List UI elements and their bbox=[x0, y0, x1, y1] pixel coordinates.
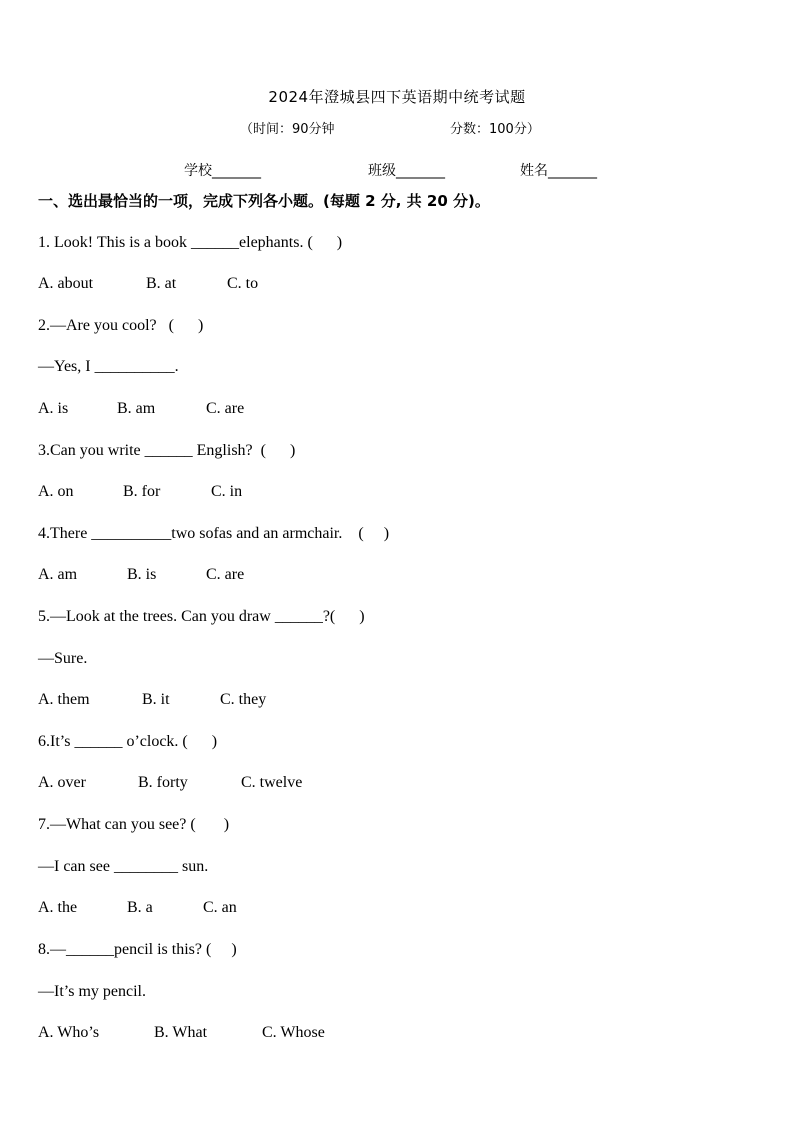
total-score: 分数：100分） bbox=[450, 122, 540, 137]
question-7-answer-line: —I can see ________ sun. bbox=[38, 858, 209, 875]
time-limit: （时间：90分钟 bbox=[240, 122, 335, 137]
school-field: 学校_______ bbox=[184, 163, 261, 179]
question-6-stem: 6.It’s ______ o’clock. ( ) bbox=[38, 733, 218, 750]
question-7-option-c: C. an bbox=[203, 899, 237, 916]
question-4-stem: 4.There __________two sofas and an armchair. ( ) bbox=[38, 525, 390, 542]
question-2-option-c: C. are bbox=[206, 400, 245, 417]
question-1-option-a: A. about bbox=[38, 275, 94, 292]
question-7-option-b: B. a bbox=[127, 899, 153, 916]
question-4-option-a: A. am bbox=[38, 566, 78, 583]
question-2-answer-line: —Yes, I __________. bbox=[38, 358, 179, 375]
question-5-option-c: C. they bbox=[220, 691, 267, 708]
question-8-option-a: A. Who’s bbox=[38, 1024, 100, 1041]
question-2-option-b: B. am bbox=[117, 400, 156, 417]
question-6-option-a: A. over bbox=[38, 774, 86, 791]
section-heading: 一、选出最恰当的一项，完成下列各小题。(每题 2 分, 共 20 分)。 bbox=[38, 192, 490, 210]
question-1-stem: 1. Look! This is a book ______elephants. ( ) bbox=[38, 234, 343, 251]
question-7-option-a: A. the bbox=[38, 899, 78, 916]
question-8-option-b: B. What bbox=[154, 1024, 208, 1041]
question-3-option-b: B. for bbox=[123, 483, 161, 500]
class-field: 班级_______ bbox=[368, 163, 445, 179]
question-2-option-a: A. is bbox=[38, 400, 69, 417]
question-4-option-b: B. is bbox=[127, 566, 157, 583]
question-3-stem: 3.Can you write ______ English? ( ) bbox=[38, 442, 296, 459]
question-5-answer-line: —Sure. bbox=[38, 650, 88, 667]
exam-title: 2024年澄城县四下英语期中统考试题 bbox=[268, 88, 526, 106]
question-5-option-a: A. them bbox=[38, 691, 90, 708]
question-1-option-c: C. to bbox=[227, 275, 259, 292]
question-3-option-a: A. on bbox=[38, 483, 74, 500]
question-4-option-c: C. are bbox=[206, 566, 245, 583]
question-6-option-b: B. forty bbox=[138, 774, 188, 791]
question-5-option-b: B. it bbox=[142, 691, 170, 708]
question-6-option-c: C. twelve bbox=[241, 774, 303, 791]
question-1-option-b: B. at bbox=[146, 275, 177, 292]
question-8-option-c: C. Whose bbox=[262, 1024, 325, 1041]
name-field: 姓名_______ bbox=[520, 163, 597, 179]
question-8-answer-line: —It’s my pencil. bbox=[38, 983, 146, 1000]
question-8-stem: 8.—______pencil is this? ( ) bbox=[38, 941, 237, 958]
question-3-option-c: C. in bbox=[211, 483, 243, 500]
question-5-stem: 5.—Look at the trees. Can you draw ______?( ) bbox=[38, 608, 365, 625]
question-7-stem: 7.—What can you see? ( ) bbox=[38, 816, 230, 833]
question-2-stem: 2.—Are you cool? ( ) bbox=[38, 317, 204, 334]
